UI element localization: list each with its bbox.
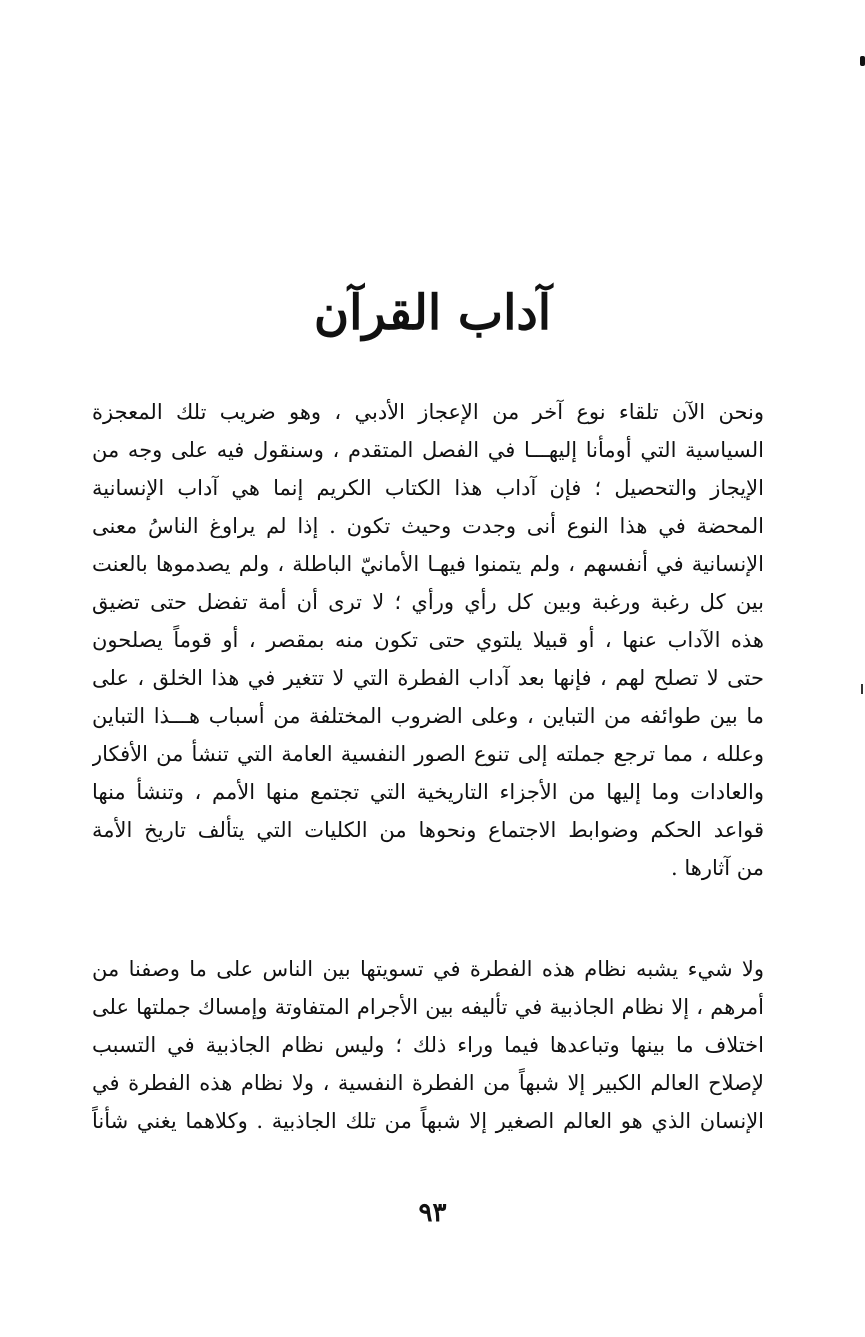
text-line: وعلله ، مما ترجع جملته إلى تنوع الصور النفسية العامة التي تنشأ من الأفكار <box>92 742 764 766</box>
text-line: هذه الآداب عنها ، أو قبيلا يلتوي حتى تكون منه بمقصر ، أو قوماً يصلحون <box>92 628 764 652</box>
page-edge-tick <box>861 684 863 694</box>
text-line: السياسية التي أومأنا إليهـــا في الفصل المتقدم ، وسنقول فيه على وجه من <box>92 438 764 462</box>
text-line: ونحن الآن تلقاء نوع آخر من الإعجاز الأدبي ، وهو ضريب تلك المعجزة <box>92 400 764 424</box>
text-line: المحضة في هذا النوع أنى وجدت وحيث تكون . إذا لم يراوغ الناسُ معنى <box>92 514 764 538</box>
text-line: أمرهم ، إلا نظام الجاذبية في تأليفه بين الأجرام المتفاوتة وإمساك جملتها على <box>92 995 764 1019</box>
text-line: الإنسان الذي هو العالم الصغير إلا شبهاً من تلك الجاذبية . وكلاهما يغني شأناً <box>92 1109 764 1133</box>
paragraph-1 <box>92 393 764 887</box>
text-line: اختلاف ما بينها وتباعدها فيما وراء ذلك ؛ وليس نظام الجاذبية في التسبب <box>92 1033 764 1057</box>
text-line: الإيجاز والتحصيل ؛ فإن آداب هذا الكتاب الكريم إنما هي آداب الإنسانية <box>92 476 764 500</box>
text-line: والعادات وما إليها من الأجزاء التاريخية التي تجتمع منها الأمم ، وتنشأ منها <box>92 780 764 804</box>
text-line: قواعد الحكم وضوابط الاجتماع ونحوها من الكليات التي يتألف تاريخ الأمة <box>92 818 764 842</box>
page-number: ٩٣ <box>418 1198 447 1228</box>
text-line: بين كل رغبة ورغبة وبين كل رأي ورأي ؛ لا ترى أن أمة تفضل حتى تضيق <box>92 590 764 614</box>
text-line: الإنسانية في أنفسهم ، ولم يتمنوا فيهـا الأمانيّ الباطلة ، ولم يصدموها بالعنت <box>92 552 764 576</box>
paragraph-2 <box>92 950 764 1140</box>
text-line: من آثارها . <box>671 856 764 880</box>
page-edge-mark <box>860 56 865 66</box>
text-line: ولا شيء يشبه نظام هذه الفطرة في تسويتها بين الناس على ما وصفنا من <box>92 957 764 981</box>
text-line: ما بين طوائفه من التباين ، وعلى الضروب المختلفة من أسباب هـــذا التباين <box>92 704 764 728</box>
text-line: لإصلاح العالم الكبير إلا شبهاً من الفطرة النفسية ، ولا نظام هذه الفطرة في <box>92 1071 764 1095</box>
chapter-title: آداب القرآن <box>313 285 552 341</box>
text-line: حتى لا تصلح لهم ، فإنها بعد آداب الفطرة التي لا تتغير في هذا الخلق ، على <box>92 666 764 690</box>
